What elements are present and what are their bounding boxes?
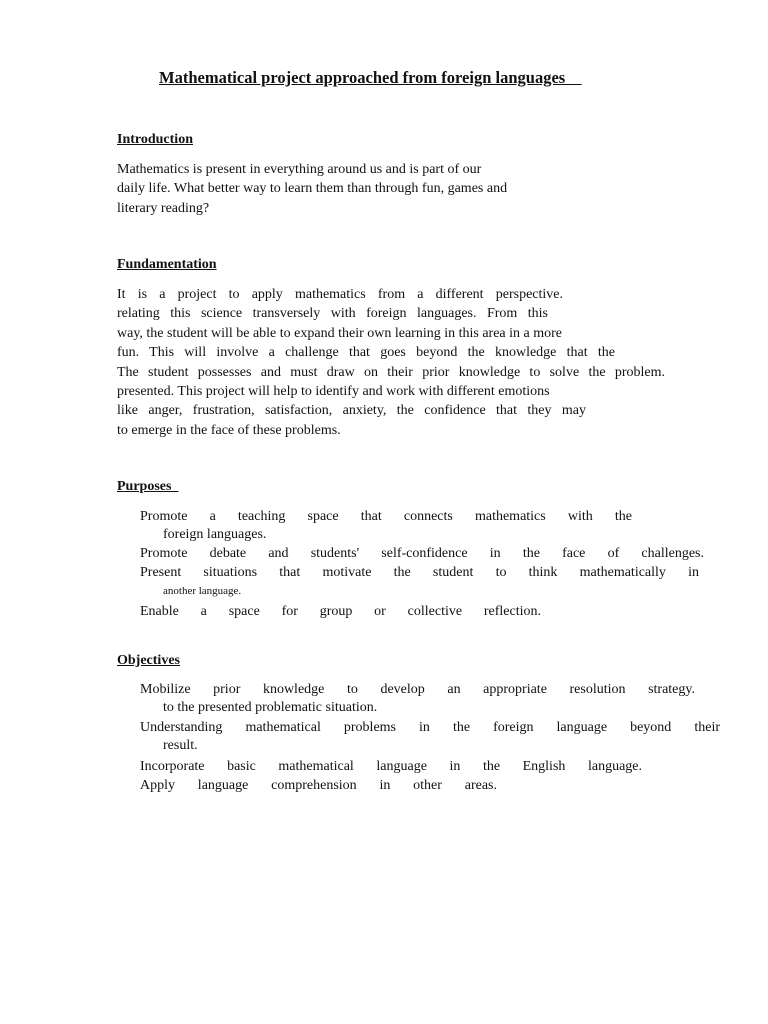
list-item [140, 718, 720, 755]
purposes-heading: Purposes [117, 479, 179, 494]
list-item-text: Mobilize prior knowledge to develop an appropriate resolution strategy. [140, 682, 695, 697]
objectives-list-item-3 [140, 757, 642, 776]
objectives-list-item-4 [140, 776, 497, 795]
list-item [140, 563, 699, 600]
paragraph-line: literary reading? [117, 200, 210, 216]
list-item-text: Promote a teaching space that connects mathematics with the [140, 509, 632, 524]
paragraph-line: fun. This will involve a challenge that goes beyond the knowledge that the [117, 345, 615, 361]
list-item-text: Apply language comprehension in other areas. [140, 778, 497, 793]
paragraph-line: The student possesses and must draw on their prior knowledge to solve the problem. [117, 364, 665, 380]
list-item-text: Present situations that motivate the student to think mathematically in [140, 565, 699, 580]
paragraph-line: daily life. What better way to learn them than through fun, games and [117, 181, 508, 197]
objectives-heading: Objectives [117, 653, 180, 668]
list-item [140, 776, 497, 795]
list-item [140, 602, 541, 621]
list-item-continuation: to the presented problematic situation. [163, 700, 378, 715]
document-title: Mathematical project approached from foreign languages [159, 68, 582, 87]
introduction-paragraph [117, 160, 557, 218]
paragraph-line: relating this science transversely with foreign languages. From this [117, 306, 548, 322]
list-item-text: Enable a space for group or collective reflection. [140, 604, 541, 619]
fundamentation-paragraph [117, 285, 665, 440]
paragraph-line: It is a project to apply mathematics from a different perspective. [117, 287, 563, 302]
paragraph-line: Mathematics is present in everything around us and is part of our [117, 162, 482, 177]
list-item [140, 544, 704, 563]
paragraph-line: presented. This project will help to identify and work with different emotions [117, 384, 550, 400]
introduction-heading: Introduction [117, 132, 193, 147]
list-item-continuation: foreign languages. [163, 527, 267, 542]
list-item-text: Understanding mathematical problems in the foreign language beyond their [140, 720, 720, 735]
fundamentation-heading: Fundamentation [117, 257, 217, 272]
paragraph-line: like anger, frustration, satisfaction, anxiety, the confidence that they may [117, 403, 586, 419]
list-item-text: Promote debate and students' self-confidence in the face of challenges. [140, 546, 704, 561]
list-item-continuation: result. [163, 738, 198, 753]
list-item-text: Incorporate basic mathematical language in the English language. [140, 759, 642, 774]
purposes-list [140, 507, 632, 544]
purposes-list-item-4 [140, 602, 541, 621]
list-item-continuation: another language. [163, 585, 242, 597]
paragraph-line: way, the student will be able to expand their own learning in this area in a more [117, 325, 563, 341]
objectives-list-item-1 [140, 680, 695, 717]
paragraph-line: to emerge in the face of these problems. [117, 422, 341, 438]
purposes-list-item-2 [140, 544, 704, 563]
purposes-list-item-3 [140, 563, 699, 600]
list-item [140, 680, 695, 717]
objectives-list-item-2 [140, 718, 720, 755]
list-item [140, 507, 632, 544]
list-item [140, 757, 642, 776]
